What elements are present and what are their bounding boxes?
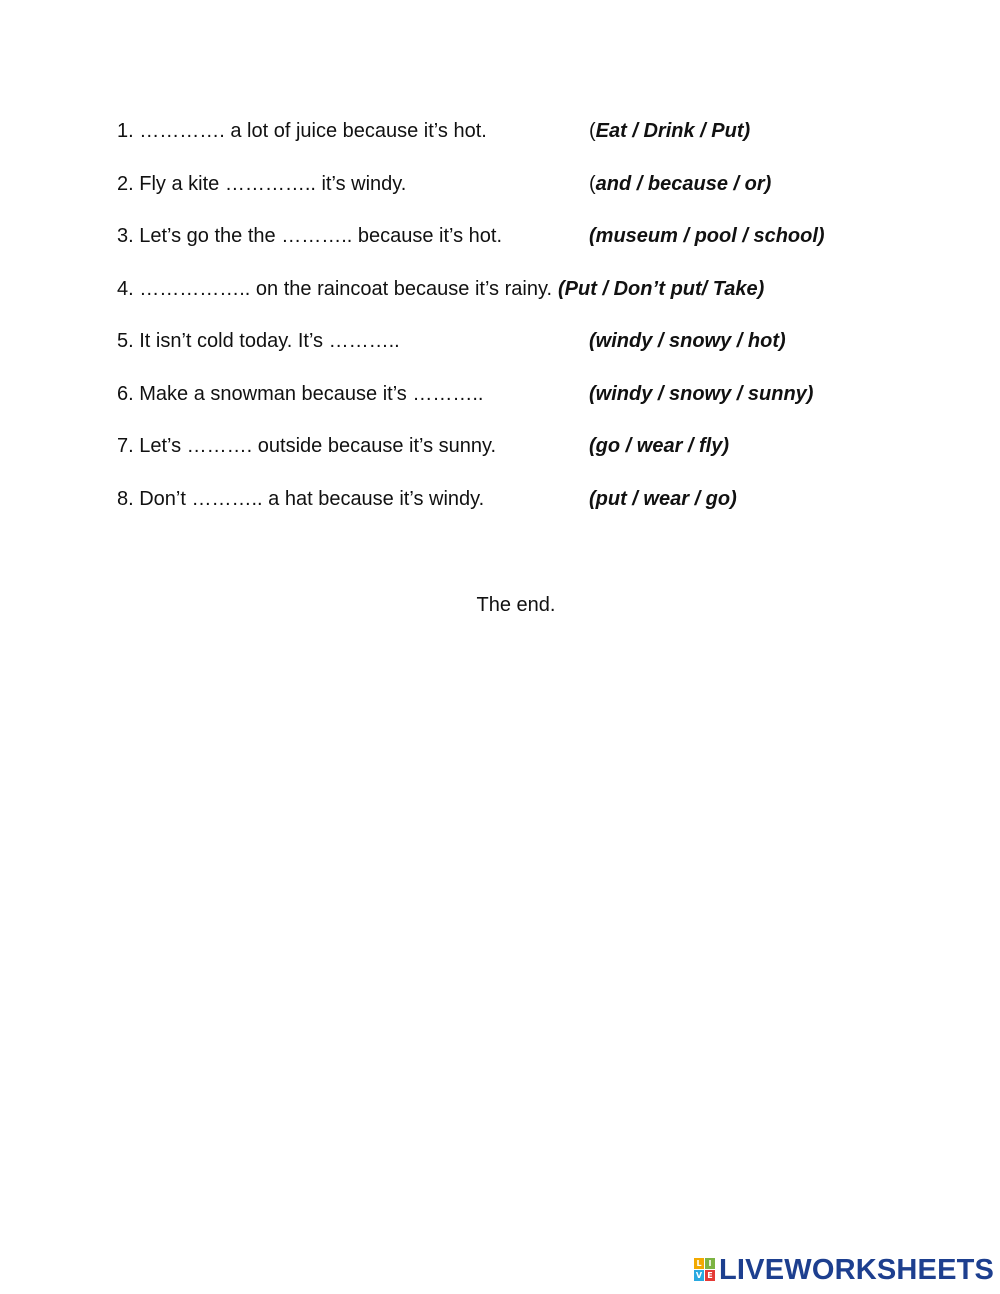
question-3	[117, 221, 917, 251]
question-text: 1. …………. a lot of juice because it’s hot.	[117, 120, 487, 142]
answer-options	[558, 278, 764, 300]
options-list: and / because / or)	[595, 173, 772, 195]
options-list: Eat / Drink / Put)	[595, 120, 751, 142]
options-list: (go / wear / fly)	[589, 435, 730, 457]
question-7	[117, 431, 917, 461]
options-list: (windy / snowy / hot)	[589, 330, 786, 352]
options-list: (Put / Don’t put/ Take)	[558, 278, 765, 300]
options-list: (put / wear / go)	[589, 488, 737, 510]
logo-mark-letter-v: V	[695, 1271, 703, 1280]
options-list: (museum / pool / school)	[589, 225, 825, 247]
question-1	[117, 116, 917, 146]
answer-options	[589, 169, 771, 199]
options-open-paren: (	[589, 173, 596, 195]
logo-wordmark: LIVEWORKSHEETS	[719, 1254, 995, 1286]
answer-options	[589, 326, 786, 356]
answer-options	[589, 484, 737, 514]
answer-options	[589, 221, 825, 251]
options-open-paren: (	[589, 120, 596, 142]
question-text: 3. Let’s go the the ……….. because it’s hot.	[117, 225, 503, 247]
question-text: 4. …………….. on the raincoat because it’s rainy.	[117, 278, 553, 300]
logo-mark-letter-l: L	[694, 1258, 704, 1269]
question-6	[117, 379, 917, 409]
question-text: 2. Fly a kite ………….. it’s windy.	[117, 173, 407, 195]
question-text: 6. Make a snowman because it’s ………..	[117, 383, 484, 405]
closing-text: The end.	[476, 594, 556, 616]
question-4	[117, 274, 917, 304]
question-text: 8. Don’t ……….. a hat because it’s windy.	[117, 488, 485, 510]
question-5	[117, 326, 917, 356]
logo-mark-letter-i: I	[705, 1258, 715, 1269]
question-text: 7. Let’s ………. outside because it’s sunny.	[117, 435, 497, 457]
liveworksheets-logo	[694, 1253, 994, 1287]
question-8	[117, 484, 917, 514]
question-text: 5. It isn’t cold today. It’s ………..	[117, 330, 400, 352]
logo-mark-letter-e: E	[705, 1270, 715, 1281]
question-2	[117, 169, 917, 199]
options-list: (windy / snowy / sunny)	[589, 383, 814, 405]
answer-options	[589, 116, 750, 146]
logo-mark-icon	[694, 1258, 716, 1282]
answer-options	[589, 431, 729, 461]
answer-options	[589, 379, 813, 409]
